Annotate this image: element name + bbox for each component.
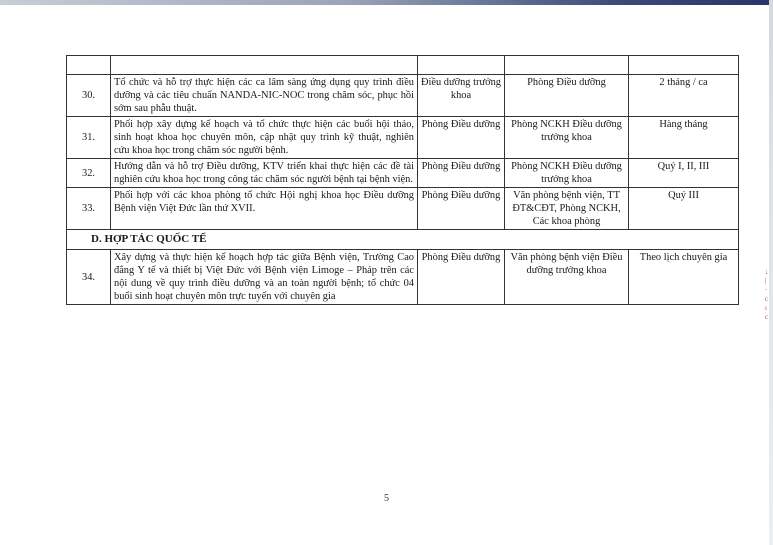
table-row-empty	[67, 56, 739, 75]
responsible-unit: Điều dưỡng trưởng khoa	[418, 75, 505, 117]
cell-empty	[111, 56, 418, 75]
table-row	[67, 188, 739, 230]
table-row	[67, 75, 739, 117]
page-number: 5	[384, 493, 389, 504]
timeframe: Theo lịch chuyên gia	[629, 250, 739, 305]
row-number: 33.	[67, 188, 111, 230]
task-content: Phối hợp xây dựng kế hoạch và tổ chức thực hiện các buổi hội thảo, sinh hoạt khoa học chuyên môn, cập nhật quy trình kỹ thuật, nghiên cứu khoa học trong chăm sóc người bệnh.	[111, 117, 418, 159]
responsible-unit: Phòng Điều dưỡng	[418, 250, 505, 305]
edge-mark: ·	[765, 286, 768, 294]
section-title: D. HỢP TÁC QUỐC TẾ	[67, 230, 739, 250]
row-number: 31.	[67, 117, 111, 159]
edge-mark: ι	[765, 304, 767, 312]
task-content: Hướng dẫn và hỗ trợ Điều dưỡng, KTV triển khai thực hiện các đề tài nghiên cứu khoa học trong công tác chăm sóc người bệnh tại bệnh viện.	[111, 159, 418, 188]
coordinating-unit: Văn phòng bệnh viện Điều dưỡng trưởng khoa	[505, 250, 629, 305]
row-number: 34.	[67, 250, 111, 305]
timeframe: Quý I, II, III	[629, 159, 739, 188]
cell-empty	[629, 56, 739, 75]
responsible-unit: Phòng Điều dưỡng	[418, 188, 505, 230]
cell-empty	[67, 56, 111, 75]
responsible-unit: Phòng Điều dưỡng	[418, 159, 505, 188]
edge-mark: c	[765, 295, 769, 303]
edge-mark: |	[765, 277, 767, 285]
table-row	[67, 159, 739, 188]
timeframe: Hàng tháng	[629, 117, 739, 159]
coordinating-unit: Phòng NCKH Điều dưỡng trưởng khoa	[505, 159, 629, 188]
coordinating-unit: Phòng NCKH Điều dưỡng trưởng khoa	[505, 117, 629, 159]
task-content: Xây dựng và thực hiện kế hoạch hợp tác giữa Bệnh viện, Trường Cao đẳng Y tế và thiết bị Việt Đức với Bệnh viện Limoge – Pháp trên các nội dung về quy trình điều dưỡng và an toàn người bệnh; tổ chức 04 buổi sinh hoạt chuyên môn trực tuyến với chuyên gia	[111, 250, 418, 305]
edge-mark: c	[765, 313, 769, 321]
timeframe: 2 tháng / ca	[629, 75, 739, 117]
coordinating-unit: Văn phòng bệnh viện, TT ĐT&CĐT, Phòng NCKH, Các khoa phòng	[505, 188, 629, 230]
edge-mark: ↓	[765, 268, 769, 276]
row-number: 30.	[67, 75, 111, 117]
row-number: 32.	[67, 159, 111, 188]
task-content: Tổ chức và hỗ trợ thực hiện các ca lâm sàng ứng dụng quy trình điều dưỡng và các tiêu chuẩn NANDA-NIC-NOC trong chăm sóc, phục hồi sớm sau phẫu thuật.	[111, 75, 418, 117]
responsible-unit: Phòng Điều dưỡng	[418, 117, 505, 159]
edge-marks	[765, 268, 769, 322]
table-row	[67, 250, 739, 305]
section-row	[67, 230, 739, 250]
task-content: Phối hợp với các khoa phòng tổ chức Hội nghị khoa học Điều dưỡng Bệnh viện Việt Đức lần thứ XVII.	[111, 188, 418, 230]
timeframe: Quý III	[629, 188, 739, 230]
table-row	[67, 117, 739, 159]
cell-empty	[418, 56, 505, 75]
scan-top-border	[0, 0, 773, 5]
cell-empty	[505, 56, 629, 75]
coordinating-unit: Phòng Điều dưỡng	[505, 75, 629, 117]
scan-right-edge	[769, 0, 773, 545]
plan-table	[66, 55, 739, 305]
